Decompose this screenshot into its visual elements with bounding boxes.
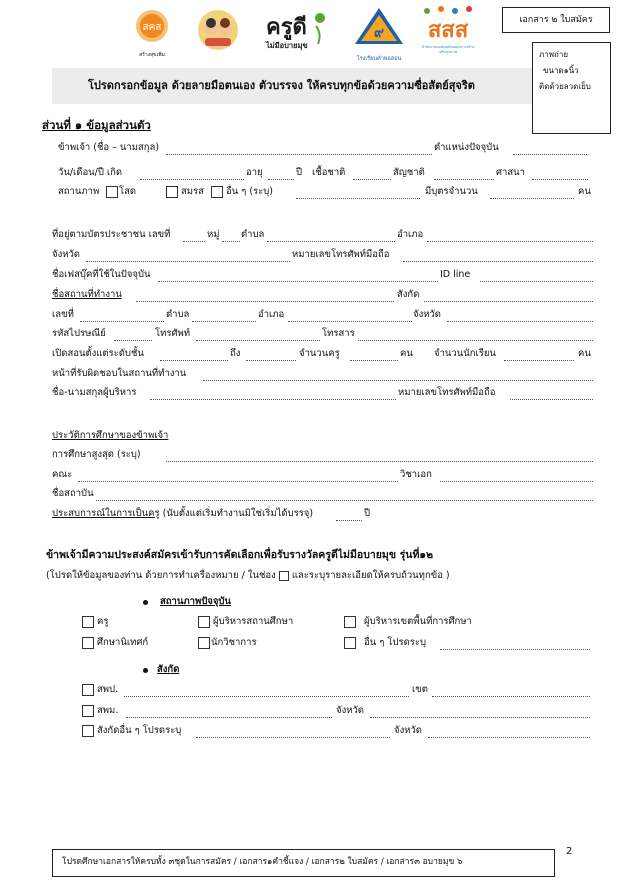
work-amphoe-field[interactable] [288, 311, 412, 322]
option-other-field[interactable] [440, 639, 590, 650]
application-instruction [46, 570, 450, 582]
position-field[interactable] [513, 144, 587, 155]
other-status-field[interactable] [296, 188, 420, 199]
status-label: สถานภาพ [58, 186, 100, 197]
race-label: เชื้อชาติ [312, 167, 346, 178]
spp-zone-field[interactable] [432, 686, 590, 697]
logo-sss [419, 5, 477, 55]
name-field[interactable] [166, 144, 432, 155]
other-affil-checkbox[interactable] [82, 725, 94, 737]
option-supervisor-label: ศึกษานิเทศก์ [97, 637, 149, 648]
affiliation-field[interactable] [424, 291, 593, 302]
option-school-admin-label: ผู้บริหารสถานศึกษา [213, 616, 294, 627]
mobile-field[interactable] [403, 251, 593, 262]
duty-field[interactable] [203, 370, 593, 381]
nationality-label: สัญชาติ [393, 167, 425, 178]
fax-field[interactable] [358, 330, 593, 341]
workplace-label: ชื่อสถานที่ทำงาน [52, 289, 122, 300]
facebook-label: ชื่อเฟสบุ๊คที่ใช้ในปัจจุบัน [52, 269, 151, 280]
tambon-label: ตำบล [241, 229, 265, 240]
phone-field[interactable] [196, 330, 320, 341]
postal-field[interactable] [114, 330, 152, 341]
work-amphoe-label: อำเภอ [258, 309, 285, 320]
svg-text:สสส: สสส [427, 18, 469, 41]
application-statement: ข้าพเจ้ามีความประสงค์สมัครเข้ารับการคัดเลือกเพื่อรับรางวัลครูดีไม่มีอบายมุข รุ่นที่๑๒ [46, 549, 433, 561]
spm-province-label: จังหวัด [336, 705, 364, 716]
other-affil-field[interactable] [196, 727, 390, 738]
phone-label: โทรศัพท์ [155, 328, 191, 339]
nationality-field[interactable] [434, 169, 494, 180]
facebook-field[interactable] [158, 271, 438, 282]
students-label: จำนวนนักเรียน [434, 348, 496, 359]
single-checkbox[interactable] [106, 186, 118, 198]
work-tambon-label: ตำบล [166, 309, 190, 320]
teachers-label: จำนวนครู [299, 348, 340, 359]
duty-label: หน้าที่รับผิดชอบในสถานที่ทำงาน [52, 368, 187, 379]
single-label: โสด [119, 186, 137, 197]
status-bullet [143, 600, 148, 605]
faculty-label: คณะ [52, 469, 73, 480]
children-unit: คน [578, 186, 591, 197]
moo-field[interactable] [222, 231, 240, 242]
director-mobile-label: หมายเลขโทรศัพท์มือถือ [398, 387, 496, 398]
work-province-field[interactable] [447, 311, 593, 322]
section1-heading: ส่วนที่ ๑ ข้อมูลส่วนตัว [42, 118, 151, 132]
spm-field[interactable] [126, 707, 332, 718]
logo-skhs-icon [132, 8, 172, 48]
experience-note: (นับตั้งแต่เริ่มทำงานมิใช่เริ่มได้บรรจุ) [159, 508, 314, 519]
logo-sss-caption: สำนักงานกองทุนสนับสนุนการสร้างเสริมสุขภาพ [421, 45, 475, 54]
married-label: สมรส [181, 186, 204, 197]
experience-unit: ปี [364, 508, 371, 519]
footer-note: โปรดศึกษาเอกสารให้ครบทั้ง ๓ชุดในการสมัคร / เอกสาร๑คำชี้แจง / เอกสาร๒ ใบสมัคร / เอกสาร๓ อบายมุข ๖ [62, 857, 463, 867]
tambon-field[interactable] [267, 231, 395, 242]
other-affil-province-label: จังหวัด [394, 725, 422, 736]
province-label: จังหวัด [52, 249, 80, 260]
page-title: โปรดกรอกข้อมูล ด้วยลายมือตนเอง ตัวบรรจง ให้ครบทุกข้อด้วยความซื่อสัตย์สุจริต [88, 79, 475, 92]
option-area-admin-label: ผู้บริหารเขตพื้นที่การศึกษา [364, 616, 472, 627]
option-other-checkbox[interactable] [344, 637, 356, 649]
director-label: ชื่อ-นามสกุลผู้บริหาร [52, 387, 137, 398]
logo-skhs-caption: สร้างสุขเพิ่ม [139, 52, 165, 58]
svg-text:สคส: สคส [142, 22, 162, 33]
teachers-unit: คน [400, 348, 413, 359]
spm-checkbox[interactable] [82, 705, 94, 717]
faculty-field[interactable] [78, 471, 398, 482]
instruction-text: (โปรดให้ข้อมูลของท่าน ด้วยการทำเครื่องหมาย / ในช่อง [46, 570, 276, 581]
instruction-checkbox-sample [279, 571, 289, 581]
fax-label: โทรสาร [322, 328, 355, 339]
photo-box [532, 42, 611, 134]
logo-school-9 [353, 6, 405, 63]
work-tambon-field[interactable] [192, 311, 256, 322]
option-academic-label: นักวิชาการ [211, 637, 257, 648]
other-affil-label: สังกัดอื่น ๆ โปรดระบุ [97, 725, 182, 736]
photo-box-line-1: ภาพถ่าย [539, 50, 569, 59]
affil-bullet [143, 668, 148, 673]
line-id-label: ID line [440, 269, 471, 280]
institution-label: ชื่อสถาบัน [52, 488, 94, 499]
option-other-label: อื่น ๆ โปรดระบุ [364, 637, 426, 648]
position-label: ตำแหน่งปัจจุบัน [434, 142, 499, 153]
mobile-label: หมายเลขโทรศัพท์มือถือ [292, 249, 390, 260]
spm-label: สพม. [97, 705, 119, 716]
photo-box-line-2: ขนาด๑นิ้ว [543, 66, 579, 75]
years-label: ปี [296, 167, 303, 178]
married-checkbox[interactable] [166, 186, 178, 198]
work-province-label: จังหวัด [413, 309, 441, 320]
affiliation-label: สังกัด [397, 289, 420, 300]
moo-label: หมู่ [207, 229, 220, 240]
page-number: 2 [566, 846, 573, 857]
document-label-box [502, 7, 610, 33]
levels-to-label: ถึง [230, 348, 241, 359]
status-heading: สถานภาพปัจจุบัน [160, 596, 231, 607]
logo-sss-icon [419, 5, 477, 41]
id-address-label: ที่อยู่ตามบัตรประชาชน เลขที่ [52, 229, 171, 240]
dob-label: วัน/เดือน/ปี เกิด [58, 167, 123, 178]
photo-box-line-3: ติดด้วยลวดเย็บ [539, 82, 591, 91]
logo-skhs [132, 8, 172, 58]
work-number-field[interactable] [80, 311, 164, 322]
other-status-label: อื่น ๆ (ระบุ) [226, 186, 273, 197]
teachers-field[interactable] [350, 350, 398, 361]
spp-field[interactable] [124, 686, 409, 697]
race-field[interactable] [353, 169, 391, 180]
logo-kids-icon [197, 8, 239, 56]
postal-label: รหัสไปรษณีย์ [52, 328, 106, 339]
levels-label: เปิดสอนตั้งแต่ระดับชั้น [52, 348, 144, 359]
svg-text:๙: ๙ [373, 25, 385, 41]
levels-to-field[interactable] [246, 350, 296, 361]
levels-from-field[interactable] [160, 350, 228, 361]
major-field[interactable] [440, 471, 593, 482]
logo-khrudee [262, 6, 326, 60]
name-label: ข้าพเจ้า (ชื่อ – นามสกุล) [58, 142, 160, 153]
logo-school-9-caption: โรงเรียนคำพ่อสอน [356, 56, 402, 62]
affil-heading: สังกัด [157, 664, 180, 675]
other-affil-province-field[interactable] [428, 727, 590, 738]
children-field[interactable] [490, 188, 574, 199]
option-area-admin-checkbox[interactable] [344, 616, 356, 628]
other-status-checkbox[interactable] [211, 186, 223, 198]
education-heading: ประวัติการศึกษาของข้าพเจ้า [52, 430, 169, 441]
highest-education-label: การศึกษาสูงสุด (ระบุ) [52, 449, 141, 460]
students-unit: คน [578, 348, 591, 359]
director-field[interactable] [150, 389, 396, 400]
work-number-label: เลขที่ [52, 309, 74, 320]
age-label: อายุ [246, 167, 263, 178]
line-id-field[interactable] [480, 271, 593, 282]
amphoe-field[interactable] [427, 231, 593, 242]
option-school-admin-checkbox[interactable] [198, 616, 210, 628]
amphoe-label: อำเภอ [397, 229, 424, 240]
option-supervisor-checkbox[interactable] [82, 637, 94, 649]
spm-province-field[interactable] [370, 707, 590, 718]
svg-text:ครูดี: ครูดี [266, 15, 307, 40]
institution-field[interactable] [96, 490, 593, 501]
house-number-field[interactable] [183, 231, 205, 242]
experience-row [52, 508, 313, 520]
workplace-field[interactable] [136, 291, 394, 302]
dob-field[interactable] [140, 169, 244, 180]
religion-field[interactable] [532, 169, 588, 180]
option-teacher-label: ครู [97, 616, 109, 627]
children-label: มีบุตรจำนวน [425, 186, 478, 197]
spp-zone-label: เขต [412, 684, 428, 695]
director-mobile-field[interactable] [510, 389, 593, 400]
spp-label: สพป. [97, 684, 119, 695]
spp-checkbox[interactable] [82, 684, 94, 696]
option-teacher-checkbox[interactable] [82, 616, 94, 628]
religion-label: ศาสนา [496, 167, 525, 178]
students-field[interactable] [504, 350, 574, 361]
province-field[interactable] [86, 251, 290, 262]
highest-education-field[interactable] [166, 451, 593, 462]
major-label: วิชาเอก [400, 469, 432, 480]
experience-field[interactable] [336, 510, 362, 521]
option-academic-checkbox[interactable] [198, 637, 210, 649]
instruction-tail: และระบุรายละเอียดให้ครบถ้วนทุกข้อ ) [291, 570, 450, 581]
logo-school-9-icon [353, 6, 405, 52]
experience-label: ประสบการณ์ในการเป็นครู [52, 508, 160, 519]
svg-text:ไม่มีอบายมุข: ไม่มีอบายมุข [266, 41, 308, 50]
document-label: เอกสาร ๒ ใบสมัคร [519, 15, 593, 25]
logo-khrudee-icon [262, 6, 326, 56]
age-field[interactable] [268, 169, 294, 180]
logo-kids [197, 8, 239, 60]
